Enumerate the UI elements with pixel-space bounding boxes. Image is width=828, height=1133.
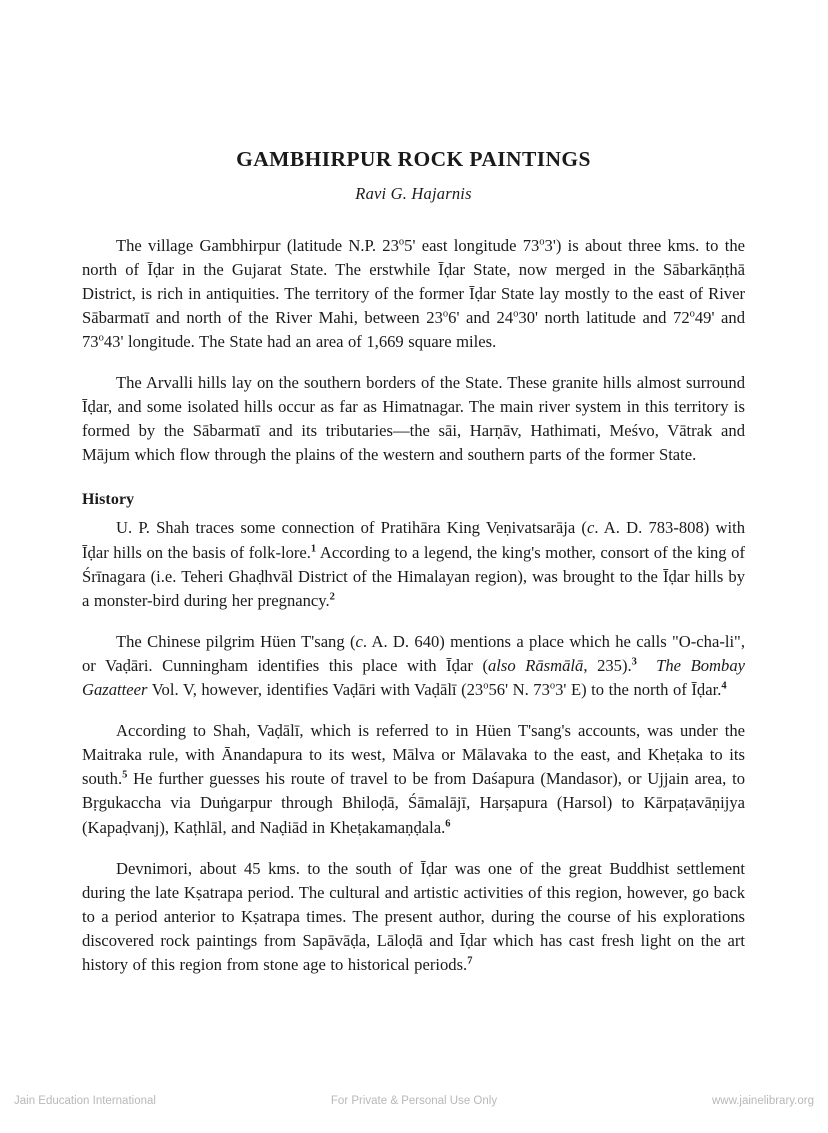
degree-symbol: o xyxy=(442,308,449,320)
para3-seg-a: U. P. Shah traces some connection of Pratihāra King Veṇivatsarāja ( xyxy=(116,518,587,538)
footer-organization: Jain Education International xyxy=(14,1095,156,1107)
para5-seg-b: He further guesses his route of travel to be from Daśapura (Mandasor), or Ujjain area, to Bṛgukaccha via Duṅgarpur through Bhiloḍā, Śāmalājī, Harṣapura (Harsol) to Kārpaṭavāṇijya (Kapaḍvanj), Kaṭhlāl, and Naḍiād in Kheṭakamaṇḍala. xyxy=(82,769,745,837)
section-heading-history: History xyxy=(82,491,135,509)
degree-symbol: o xyxy=(513,308,519,320)
para3-seg-c: . A. D. 783-808) with Īḍar hills on the basis of folk-lore. xyxy=(82,518,745,562)
rasmala-citation: also Rāsmālā xyxy=(487,655,584,675)
paragraph-chinese-pilgrim xyxy=(82,613,745,702)
footer-usage-notice: For Private & Personal Use Only xyxy=(330,1095,498,1107)
bombay-gazatteer-title: The Bombay Gazatteer xyxy=(82,655,745,700)
degree-symbol: o xyxy=(689,308,695,320)
paragraph-arvalli-hills: The Arvalli hills lay on the southern borders of the State. These granite hills almost surround Īḍar, and some isolated hills occur as far as Himatnagar. The main river system in this territory is formed by the Sābarmatī and its tributaries—the sāi, Harṇāv, Hathimati, Meśvo, Vātrak and Mājum which flow through the plains of the western and southern parts of the former State. xyxy=(82,373,745,465)
degree-symbol: o xyxy=(549,680,556,692)
para1-seg-f: 49' and 73 xyxy=(82,307,745,352)
degree-symbol: o xyxy=(483,680,489,692)
footnote-marker-2: 2 xyxy=(329,591,335,603)
para4-seg-g: 3' E) to the north of Īḍar. xyxy=(555,680,722,700)
circa-abbrev: c xyxy=(355,631,363,651)
para4-seg-e: Vol. V, however, identifies Vaḍāri with Vaḍālī (23 xyxy=(147,680,484,700)
degree-symbol: o xyxy=(539,236,545,248)
para6-seg-a: Devnimori, about 45 kms. to the south of Īḍar was one of the great Buddhist settlement during the late Kṣatrapa period. The cultural and artistic activities of this region, however, go back to a period anterior to Kṣatrapa times. The present author, during the course of his explorations discovered rock paintings from Sapāvāḍa, Lāloḍā and Īḍar which has cast fresh light on the art history of this region from stone age to historical periods. xyxy=(82,858,745,974)
footer-website-link[interactable]: www.jainelibrary.org xyxy=(711,1095,814,1107)
para4-seg-d: , 235). xyxy=(583,655,632,675)
para1-seg-c: 3') is about three kms. to the north of Īḍar in the Gujarat State. The erstwhile Īḍar State, now merged in the Sābarkāṇṭhā District, is rich in antiquities. The territory of the former Īḍar State lay mostly to the east of River Sābarmatī and north of the River Mahi, between 23 xyxy=(82,235,745,327)
footnote-marker-6: 6 xyxy=(445,817,451,829)
circa-abbrev: c xyxy=(586,518,595,538)
para1-seg-e: 30' north latitude and 72 xyxy=(518,307,690,327)
para1-seg-g: 43' longitude. The State had an area of 1,669 square miles. xyxy=(103,332,497,352)
author-byline: Ravi G. Hajarnis xyxy=(355,183,472,203)
para1-seg-d: 6' and 24 xyxy=(448,307,514,327)
paragraph-devnimori xyxy=(82,840,745,977)
para4-seg-c: . A. D. 640) mentions a place which he calls "O-cha-li", or Vaḍāri. Cunningham identifies this place with Īḍar ( xyxy=(82,631,745,675)
paragraph-according-to-shah xyxy=(82,702,745,839)
page-footer xyxy=(0,1095,828,1111)
footnote-marker-7: 7 xyxy=(467,955,473,967)
degree-symbol: o xyxy=(98,332,104,344)
paragraph-up-shah xyxy=(82,511,745,612)
footnote-marker-4: 4 xyxy=(721,680,727,692)
para4-seg-a: The Chinese pilgrim Hüen T'sang ( xyxy=(116,631,356,651)
footnote-marker-1: 1 xyxy=(310,543,317,555)
para1-seg-b: 5' east longitude 73 xyxy=(404,235,540,255)
degree-symbol: o xyxy=(398,236,405,248)
paragraph-village-location xyxy=(82,204,745,354)
footnote-marker-3: 3 xyxy=(631,656,637,668)
para5-seg-a: According to Shah, Vaḍālī, which is referred to in Hüen T'sang's accounts, was under the Maitraka rule, with Ānandapura to its west, Mālva or Mālavaka to the east, and Kheṭaka to its south. xyxy=(82,721,745,789)
para1-seg-a: The village Gambhirpur (latitude N.P. 23 xyxy=(116,235,399,255)
page-content xyxy=(82,0,745,977)
para3-seg-d: According to a legend, the king's mother, consort of the king of Śrīnagara (i.e. Teheri Ghaḍhvāl District of the Himalayan region), was brought to the Īḍar hills by a monster-bird during her pregnancy. xyxy=(82,542,745,610)
para4-seg-f: 56' N. 73 xyxy=(488,680,550,700)
footnote-marker-5: 5 xyxy=(122,769,128,781)
page-title: GAMBHIRPUR ROCK PAINTINGS xyxy=(236,147,591,171)
